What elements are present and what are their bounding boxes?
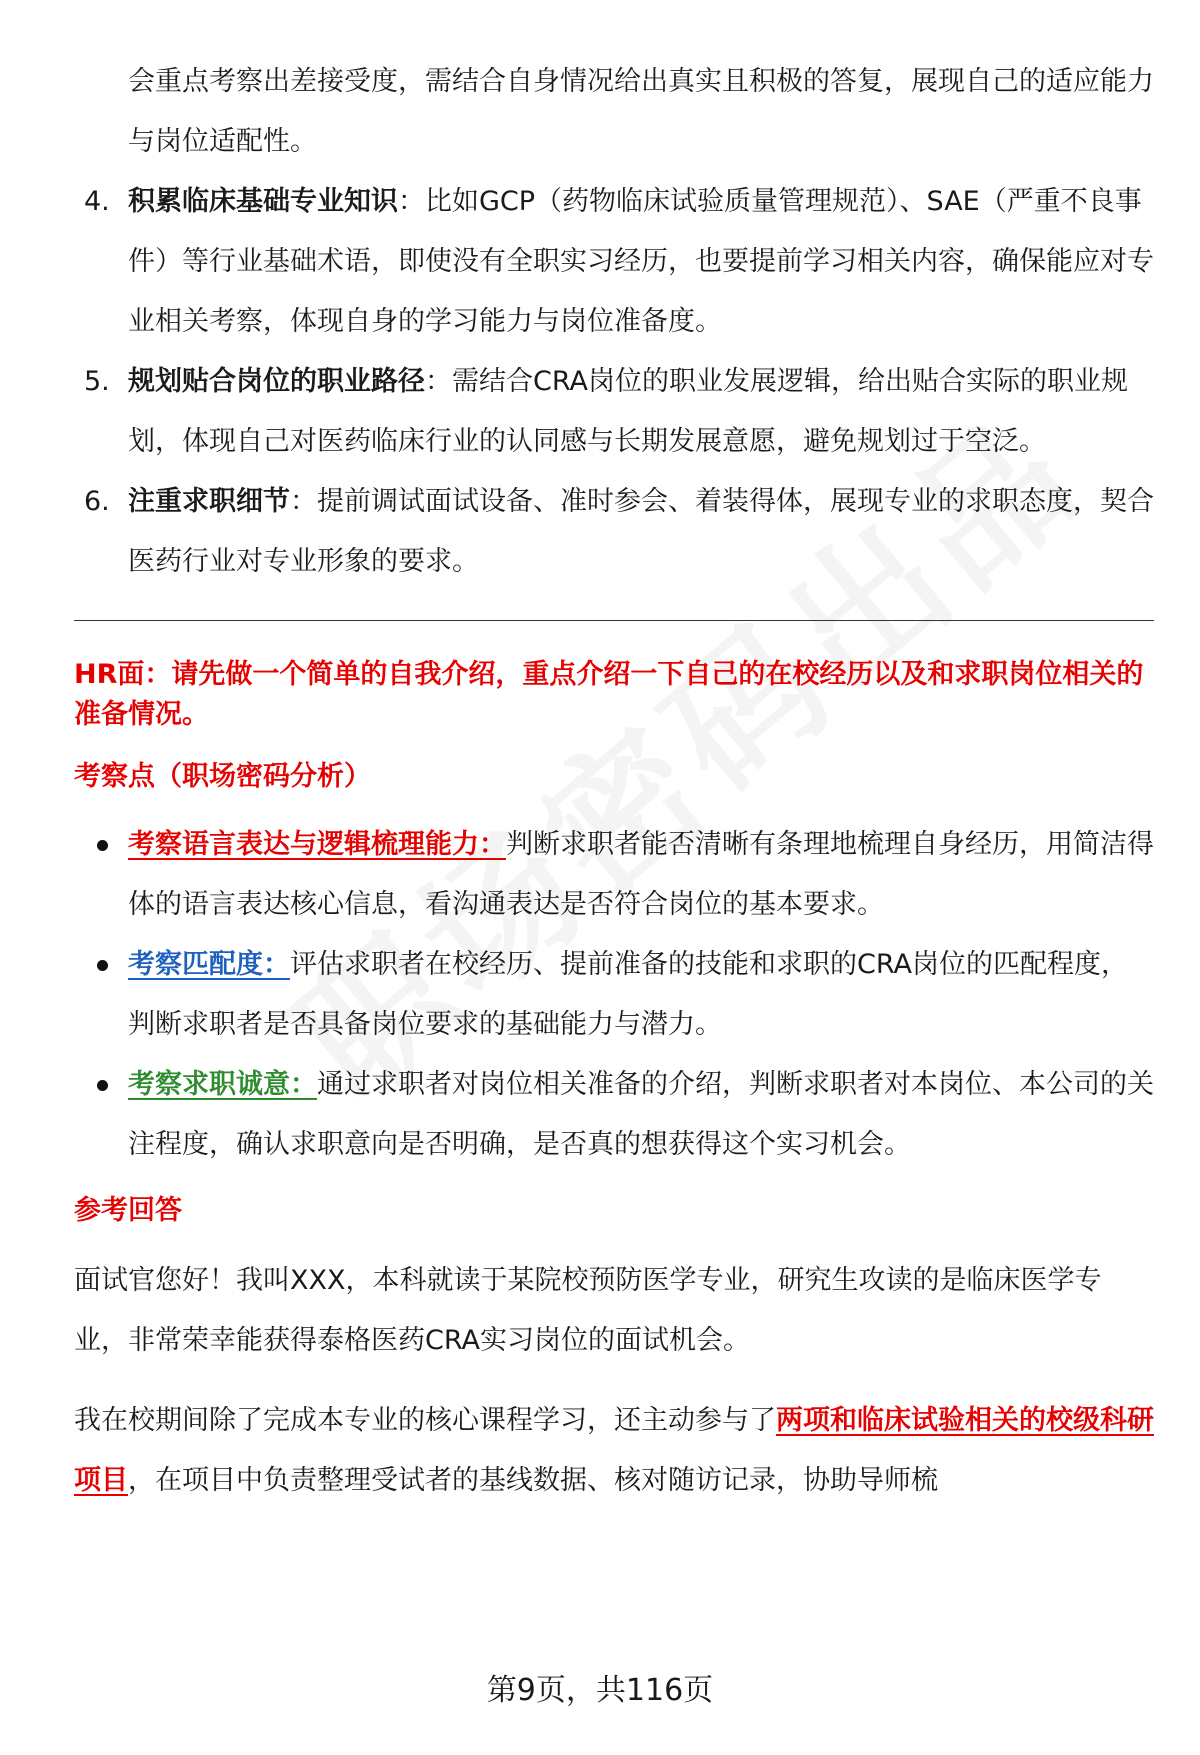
list-item — [74, 815, 1154, 935]
item-text: ：比如GCP（药物临床试验质量管理规范）、SAE（严重不良事件）等行业基础术语，即使没有全职实习经历，也要提前学习相关内容，确保能应对专业相关考察，体现自身的学习能力与岗位准备度。 — [128, 186, 1154, 337]
answer-text: 我在校期间除了完成本专业的核心课程学习，还主动参与了 — [74, 1405, 776, 1436]
bullet-icon — [97, 840, 108, 851]
list-item — [74, 352, 1154, 472]
page-content — [74, 52, 1154, 1531]
item-number: 4. — [84, 186, 110, 217]
point-text: 评估求职者在校经历、提前准备的技能和求职的CRA岗位的匹配程度，判断求职者是否具备岗位要求的基础能力与潜力。 — [128, 949, 1128, 1040]
answer-heading: 参考回答 — [74, 1195, 182, 1226]
item-number: 5. — [84, 366, 110, 397]
item-title: 积累临床基础专业知识 — [128, 186, 398, 217]
answer-paragraph: 面试官您好！我叫XXX，本科就读于某院校预防医学专业，研究生攻读的是临床医学专业，非常荣幸能获得泰格医药CRA实习岗位的面试机会。 — [74, 1265, 1102, 1356]
page-number: 第9页，共116页 — [486, 1673, 714, 1708]
item-title: 规划贴合岗位的职业路径 — [128, 366, 425, 397]
item-text: ：提前调试面试设备、准时参会、着装得体，展现专业的求职态度，契合医药行业对专业形象的要求。 — [128, 486, 1154, 577]
bullet-icon — [97, 960, 108, 971]
points-heading: 考察点（职场密码分析） — [74, 761, 371, 792]
continuation-text: 会重点考察出差接受度，需结合自身情况给出真实且积极的答复，展现自己的适应能力与岗位适配性。 — [128, 66, 1154, 157]
item-text: ：需结合CRA岗位的职业发展逻辑，给出贴合实际的职业规划，体现自己对医药临床行业的认同感与长期发展意愿，避免规划过于空泛。 — [128, 366, 1128, 457]
list-item — [74, 472, 1154, 592]
answer-highlight: 两项和临床试验相关的校级科研项目 — [74, 1405, 1154, 1496]
list-item — [74, 935, 1154, 1055]
answer-paragraph — [74, 1391, 1154, 1511]
interview-question: HR面：请先做一个简单的自我介绍，重点介绍一下自己的在校经历以及和求职岗位相关的准备情况。 — [74, 659, 1144, 730]
point-label: 考察语言表达与逻辑梳理能力： — [128, 829, 506, 860]
item-number: 6. — [84, 486, 110, 517]
point-label: 考察求职诚意： — [128, 1069, 317, 1100]
section-divider — [74, 620, 1154, 621]
point-text: 通过求职者对岗位相关准备的介绍，判断求职者对本岗位、本公司的关注程度，确认求职意向是否明确，是否真的想获得这个实习机会。 — [128, 1069, 1154, 1160]
list-item — [74, 1055, 1154, 1175]
tips-list — [74, 172, 1154, 592]
point-text: 判断求职者能否清晰有条理地梳理自身经历，用简洁得体的语言表达核心信息，看沟通表达是否符合岗位的基本要求。 — [128, 829, 1154, 920]
list-item — [74, 172, 1154, 352]
points-list — [74, 815, 1154, 1175]
point-label: 考察匹配度： — [128, 949, 290, 980]
bullet-icon — [97, 1080, 108, 1091]
answer-text: ，在项目中负责整理受试者的基线数据、核对随访记录，协助导师梳 — [128, 1465, 938, 1496]
item-title: 注重求职细节 — [128, 486, 290, 517]
